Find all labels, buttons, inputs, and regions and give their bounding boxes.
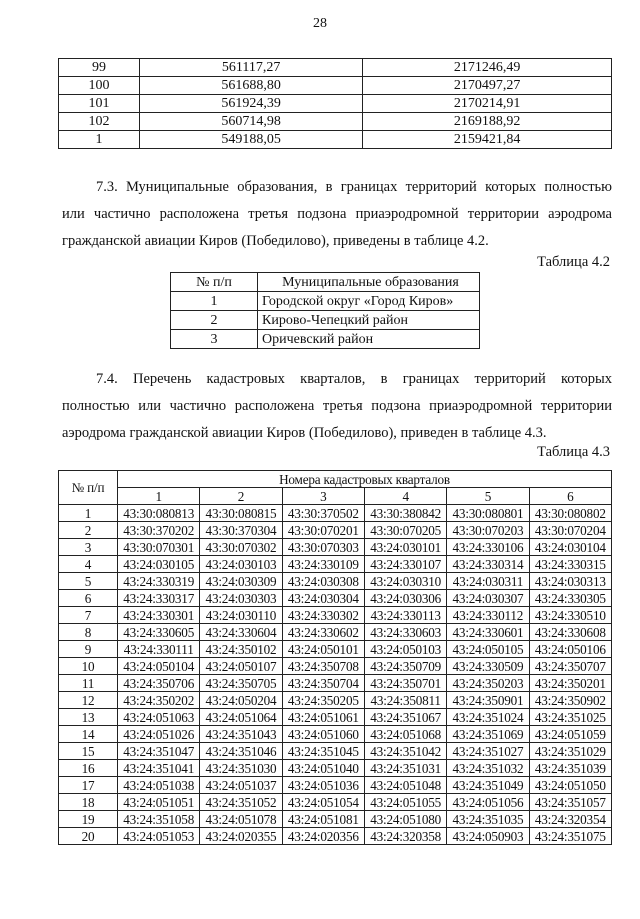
cadastral-number-cell: 43:24:330605 xyxy=(118,624,200,641)
coordinates-table-body xyxy=(59,59,612,149)
coordinate-cell: 2171246,49 xyxy=(363,59,612,77)
row-number-cell: 3 xyxy=(171,330,258,349)
cadastral-number-cell: 43:24:050107 xyxy=(200,658,282,675)
row-number-cell: 6 xyxy=(59,590,118,607)
cadastral-number-cell: 43:24:030307 xyxy=(447,590,529,607)
paragraph-line: 7.4. Перечень кадастровых кварталов, в границах территорий которых xyxy=(96,371,612,387)
municipalities-table-body xyxy=(171,292,480,349)
column-header-number: № п/п xyxy=(59,471,118,505)
coordinate-cell: 2170497,27 xyxy=(363,77,612,95)
page-number: 28 xyxy=(313,16,327,31)
cadastral-number-cell: 43:24:050101 xyxy=(282,641,364,658)
cadastral-number-cell: 43:24:030306 xyxy=(364,590,446,607)
cadastral-number-cell: 43:24:350709 xyxy=(364,658,446,675)
cadastral-number-cell: 43:24:330302 xyxy=(282,607,364,624)
table-row xyxy=(59,743,612,760)
cadastral-number-cell: 43:24:050104 xyxy=(118,658,200,675)
cadastral-number-cell: 43:24:330604 xyxy=(200,624,282,641)
cadastral-number-cell: 43:24:350811 xyxy=(364,692,446,709)
municipalities-table xyxy=(170,272,480,349)
table-row xyxy=(59,828,612,845)
cadastral-number-cell: 43:24:020355 xyxy=(200,828,282,845)
cadastral-number-cell: 43:24:351030 xyxy=(200,760,282,777)
cadastral-number-cell: 43:24:350705 xyxy=(200,675,282,692)
cadastral-number-cell: 43:24:351032 xyxy=(447,760,529,777)
table-row xyxy=(59,624,612,641)
cadastral-number-cell: 43:24:030311 xyxy=(447,573,529,590)
cadastral-number-cell: 43:24:330319 xyxy=(118,573,200,590)
table-row xyxy=(59,113,612,131)
column-header: 1 xyxy=(118,488,200,505)
table-row xyxy=(59,539,612,556)
cadastral-number-cell: 43:24:350201 xyxy=(529,675,611,692)
cadastral-number-cell: 43:24:051055 xyxy=(364,794,446,811)
cadastral-number-cell: 43:24:320358 xyxy=(364,828,446,845)
cadastral-number-cell: 43:24:051059 xyxy=(529,726,611,743)
cadastral-number-cell: 43:24:350706 xyxy=(118,675,200,692)
cadastral-number-cell: 43:24:051061 xyxy=(282,709,364,726)
paragraph-line: или частично расположена третья подзона приаэродромной территории аэродрома xyxy=(62,206,612,222)
cadastral-number-cell: 43:24:330608 xyxy=(529,624,611,641)
cadastral-number-cell: 43:24:030304 xyxy=(282,590,364,607)
column-header: 3 xyxy=(282,488,364,505)
column-header-number: № п/п xyxy=(171,273,258,292)
cadastral-number-cell: 43:24:330602 xyxy=(282,624,364,641)
cadastral-number-cell: 43:24:351024 xyxy=(447,709,529,726)
row-number-cell: 4 xyxy=(59,556,118,573)
cadastral-number-cell: 43:24:350704 xyxy=(282,675,364,692)
paragraph-line: аэродрома гражданской авиации Киров (Победилово), приведен в таблице 4.3. xyxy=(62,425,547,441)
cadastral-number-cell: 43:24:330107 xyxy=(364,556,446,573)
table-row xyxy=(59,675,612,692)
cadastral-number-cell: 43:24:351025 xyxy=(529,709,611,726)
table-row xyxy=(59,760,612,777)
cadastral-number-cell: 43:30:070205 xyxy=(364,522,446,539)
row-number-cell: 20 xyxy=(59,828,118,845)
row-number-cell: 5 xyxy=(59,573,118,590)
cadastral-number-cell: 43:24:051064 xyxy=(200,709,282,726)
cadastral-number-cell: 43:24:330510 xyxy=(529,607,611,624)
cadastral-number-cell: 43:24:051080 xyxy=(364,811,446,828)
cadastral-number-cell: 43:24:351049 xyxy=(447,777,529,794)
cadastral-number-cell: 43:24:030310 xyxy=(364,573,446,590)
table-row xyxy=(59,726,612,743)
table-row xyxy=(59,607,612,624)
table-row xyxy=(59,658,612,675)
row-number-cell: 7 xyxy=(59,607,118,624)
column-header: 4 xyxy=(364,488,446,505)
municipality-cell: Кирово-Чепецкий район xyxy=(258,311,480,330)
row-number-cell: 16 xyxy=(59,760,118,777)
cadastral-number-cell: 43:24:351046 xyxy=(200,743,282,760)
row-number-cell: 11 xyxy=(59,675,118,692)
cadastral-number-cell: 43:24:351067 xyxy=(364,709,446,726)
row-number-cell: 1 xyxy=(171,292,258,311)
cadastral-number-cell: 43:24:330109 xyxy=(282,556,364,573)
row-number-cell: 2 xyxy=(171,311,258,330)
cadastral-number-cell: 43:24:330315 xyxy=(529,556,611,573)
cadastral-number-cell: 43:24:051051 xyxy=(118,794,200,811)
coordinate-cell: 2159421,84 xyxy=(363,131,612,149)
cadastral-number-cell: 43:30:080801 xyxy=(447,505,529,522)
row-number-cell: 3 xyxy=(59,539,118,556)
municipality-cell: Оричевский район xyxy=(258,330,480,349)
table-row xyxy=(59,556,612,573)
cadastral-number-cell: 43:24:351043 xyxy=(200,726,282,743)
cadastral-number-cell: 43:24:351052 xyxy=(200,794,282,811)
table-row xyxy=(59,77,612,95)
cadastral-number-cell: 43:30:080813 xyxy=(118,505,200,522)
cadastral-number-cell: 43:24:320354 xyxy=(529,811,611,828)
table-row xyxy=(171,292,480,311)
cadastral-number-cell: 43:24:051056 xyxy=(447,794,529,811)
paragraph-line: 7.3. Муниципальные образования, в границах территорий которых полностью xyxy=(96,179,612,195)
table-row xyxy=(59,641,612,658)
table-header-row xyxy=(171,273,480,292)
coordinate-cell: 2169188,92 xyxy=(363,113,612,131)
row-number-cell: 19 xyxy=(59,811,118,828)
cadastral-number-cell: 43:30:070302 xyxy=(200,539,282,556)
coordinate-cell: 2170214,91 xyxy=(363,95,612,113)
cadastral-number-cell: 43:24:030105 xyxy=(118,556,200,573)
cadastral-number-cell: 43:24:030303 xyxy=(200,590,282,607)
table-row xyxy=(59,95,612,113)
point-number-cell: 101 xyxy=(59,95,140,113)
cadastral-number-cell: 43:24:030313 xyxy=(529,573,611,590)
column-header: 2 xyxy=(200,488,282,505)
cadastral-number-cell: 43:24:051037 xyxy=(200,777,282,794)
table-4-3-caption: Таблица 4.3 xyxy=(537,444,610,460)
cadastral-number-cell: 43:24:051060 xyxy=(282,726,364,743)
cadastral-number-cell: 43:24:051063 xyxy=(118,709,200,726)
column-header-municipality: Муниципальные образования xyxy=(258,273,480,292)
cadastral-number-cell: 43:24:051053 xyxy=(118,828,200,845)
cadastral-number-cell: 43:24:350901 xyxy=(447,692,529,709)
cadastral-number-cell: 43:24:051040 xyxy=(282,760,364,777)
cadastral-number-cell: 43:24:330601 xyxy=(447,624,529,641)
cadastral-number-cell: 43:24:330305 xyxy=(529,590,611,607)
cadastral-number-cell: 43:24:330603 xyxy=(364,624,446,641)
cadastral-quarters-table xyxy=(58,470,612,845)
cadastral-number-cell: 43:24:350203 xyxy=(447,675,529,692)
row-number-cell: 2 xyxy=(59,522,118,539)
row-number-cell: 12 xyxy=(59,692,118,709)
cadastral-number-cell: 43:24:351057 xyxy=(529,794,611,811)
column-header: 5 xyxy=(447,488,529,505)
cadastral-number-cell: 43:24:051050 xyxy=(529,777,611,794)
table-row xyxy=(59,505,612,522)
cadastral-number-cell: 43:24:330113 xyxy=(364,607,446,624)
row-number-cell: 13 xyxy=(59,709,118,726)
cadastral-number-cell: 43:24:050903 xyxy=(447,828,529,845)
point-number-cell: 100 xyxy=(59,77,140,95)
cadastral-number-cell: 43:30:080815 xyxy=(200,505,282,522)
row-number-cell: 14 xyxy=(59,726,118,743)
cadastral-number-cell: 43:24:330317 xyxy=(118,590,200,607)
table-row xyxy=(59,59,612,77)
cadastral-number-cell: 43:24:051078 xyxy=(200,811,282,828)
cadastral-number-cell: 43:24:051068 xyxy=(364,726,446,743)
paragraph-line: полностью или частично расположена третья подзона приаэродромной территории xyxy=(62,398,612,414)
cadastral-number-cell: 43:24:050103 xyxy=(364,641,446,658)
cadastral-table-body xyxy=(59,505,612,845)
cadastral-number-cell: 43:24:351035 xyxy=(447,811,529,828)
cadastral-number-cell: 43:24:351047 xyxy=(118,743,200,760)
cadastral-number-cell: 43:24:350701 xyxy=(364,675,446,692)
cadastral-number-cell: 43:24:020356 xyxy=(282,828,364,845)
table-subheader-row xyxy=(59,488,612,505)
table-row xyxy=(59,794,612,811)
point-number-cell: 1 xyxy=(59,131,140,149)
cadastral-number-cell: 43:24:051081 xyxy=(282,811,364,828)
paragraph-line: гражданской авиации Киров (Победилово), приведены в таблице 4.2. xyxy=(62,233,489,249)
cadastral-number-cell: 43:24:050204 xyxy=(200,692,282,709)
cadastral-number-cell: 43:24:030101 xyxy=(364,539,446,556)
cadastral-number-cell: 43:24:051048 xyxy=(364,777,446,794)
coordinate-cell: 560714,98 xyxy=(140,113,363,131)
cadastral-number-cell: 43:24:330509 xyxy=(447,658,529,675)
point-number-cell: 102 xyxy=(59,113,140,131)
table-row xyxy=(59,590,612,607)
row-number-cell: 17 xyxy=(59,777,118,794)
point-number-cell: 99 xyxy=(59,59,140,77)
table-4-2-caption: Таблица 4.2 xyxy=(537,254,610,270)
cadastral-number-cell: 43:24:330314 xyxy=(447,556,529,573)
column-header: 6 xyxy=(529,488,611,505)
cadastral-number-cell: 43:24:050106 xyxy=(529,641,611,658)
table-row xyxy=(59,811,612,828)
cadastral-number-cell: 43:30:070203 xyxy=(447,522,529,539)
cadastral-number-cell: 43:24:351029 xyxy=(529,743,611,760)
cadastral-number-cell: 43:24:330112 xyxy=(447,607,529,624)
cadastral-number-cell: 43:24:350202 xyxy=(118,692,200,709)
cadastral-number-cell: 43:30:080802 xyxy=(529,505,611,522)
coordinates-table xyxy=(58,58,612,149)
table-row xyxy=(59,573,612,590)
row-number-cell: 9 xyxy=(59,641,118,658)
coordinate-cell: 561924,39 xyxy=(140,95,363,113)
cadastral-number-cell: 43:24:030103 xyxy=(200,556,282,573)
table-header-row xyxy=(59,471,612,488)
cadastral-number-cell: 43:30:370202 xyxy=(118,522,200,539)
cadastral-number-cell: 43:24:351027 xyxy=(447,743,529,760)
cadastral-number-cell: 43:24:330106 xyxy=(447,539,529,556)
cadastral-number-cell: 43:24:050105 xyxy=(447,641,529,658)
table-row xyxy=(59,131,612,149)
cadastral-number-cell: 43:24:351042 xyxy=(364,743,446,760)
cadastral-number-cell: 43:24:351045 xyxy=(282,743,364,760)
cadastral-number-cell: 43:30:070201 xyxy=(282,522,364,539)
cadastral-number-cell: 43:30:070303 xyxy=(282,539,364,556)
cadastral-number-cell: 43:30:380842 xyxy=(364,505,446,522)
cadastral-number-cell: 43:24:351069 xyxy=(447,726,529,743)
cadastral-number-cell: 43:24:351041 xyxy=(118,760,200,777)
cadastral-number-cell: 43:24:350707 xyxy=(529,658,611,675)
cadastral-number-cell: 43:30:070301 xyxy=(118,539,200,556)
cadastral-number-cell: 43:24:351058 xyxy=(118,811,200,828)
cadastral-number-cell: 43:24:030309 xyxy=(200,573,282,590)
cadastral-number-cell: 43:30:070204 xyxy=(529,522,611,539)
cadastral-number-cell: 43:24:350102 xyxy=(200,641,282,658)
row-number-cell: 10 xyxy=(59,658,118,675)
cadastral-number-cell: 43:24:351039 xyxy=(529,760,611,777)
table-row xyxy=(171,330,480,349)
table-row xyxy=(59,709,612,726)
cadastral-number-cell: 43:24:051026 xyxy=(118,726,200,743)
cadastral-number-cell: 43:24:051038 xyxy=(118,777,200,794)
cadastral-table-head xyxy=(59,471,612,505)
table-row xyxy=(171,311,480,330)
row-number-cell: 15 xyxy=(59,743,118,760)
cadastral-number-cell: 43:24:350902 xyxy=(529,692,611,709)
cadastral-number-cell: 43:24:030110 xyxy=(200,607,282,624)
row-number-cell: 18 xyxy=(59,794,118,811)
paragraph-7-4 xyxy=(62,366,612,447)
coordinate-cell: 561688,80 xyxy=(140,77,363,95)
cadastral-number-cell: 43:24:350708 xyxy=(282,658,364,675)
cadastral-number-cell: 43:24:051054 xyxy=(282,794,364,811)
cadastral-number-cell: 43:24:330301 xyxy=(118,607,200,624)
cadastral-number-cell: 43:24:350205 xyxy=(282,692,364,709)
row-number-cell: 1 xyxy=(59,505,118,522)
table-row xyxy=(59,777,612,794)
coordinate-cell: 549188,05 xyxy=(140,131,363,149)
cadastral-number-cell: 43:24:351075 xyxy=(529,828,611,845)
paragraph-7-3 xyxy=(62,174,612,255)
column-group-header: Номера кадастровых кварталов xyxy=(118,471,612,488)
cadastral-number-cell: 43:24:330111 xyxy=(118,641,200,658)
cadastral-number-cell: 43:30:370304 xyxy=(200,522,282,539)
table-row xyxy=(59,522,612,539)
row-number-cell: 8 xyxy=(59,624,118,641)
coordinate-cell: 561117,27 xyxy=(140,59,363,77)
cadastral-number-cell: 43:24:051036 xyxy=(282,777,364,794)
table-row xyxy=(59,692,612,709)
cadastral-number-cell: 43:30:370502 xyxy=(282,505,364,522)
cadastral-number-cell: 43:24:030104 xyxy=(529,539,611,556)
cadastral-number-cell: 43:24:351031 xyxy=(364,760,446,777)
cadastral-number-cell: 43:24:030308 xyxy=(282,573,364,590)
municipality-cell: Городской округ «Город Киров» xyxy=(258,292,480,311)
